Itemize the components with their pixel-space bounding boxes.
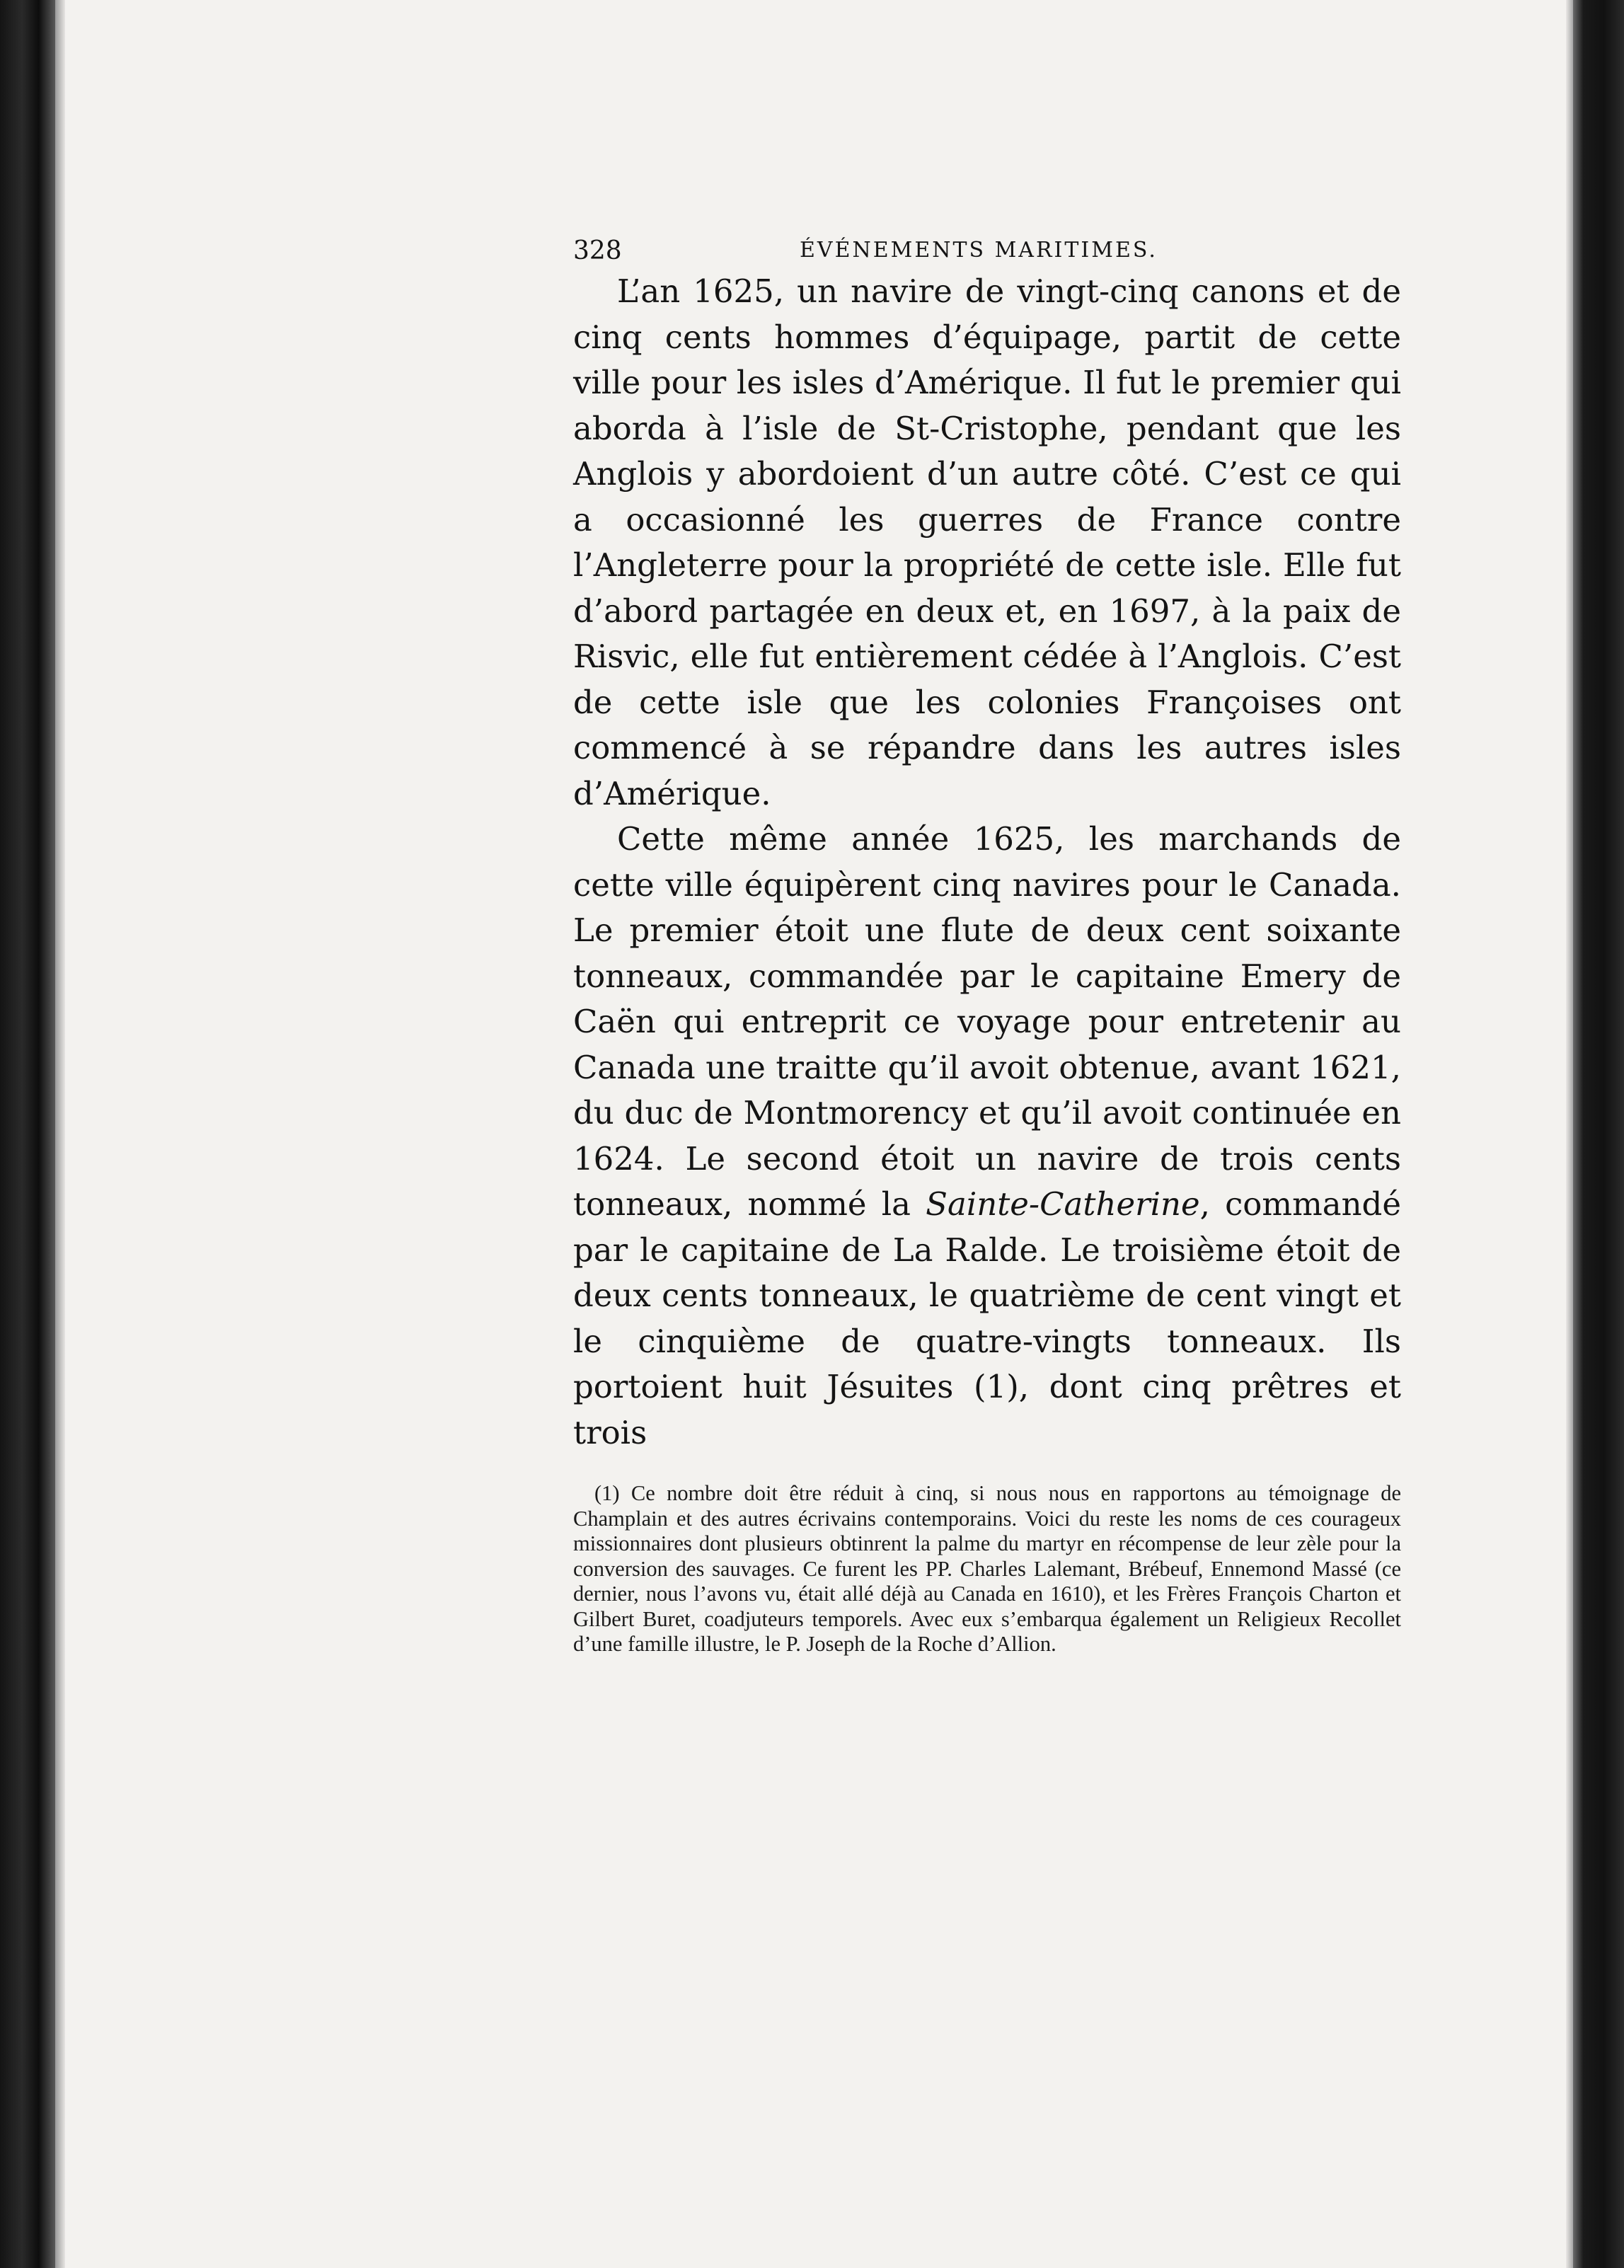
running-head-title: ÉVÉNEMENTS MARITIMES. [800,238,1158,263]
paragraph-2-text-start: Cette même année 1625, les marchands de cette ville équipèrent cinq navires pour le Canada. Le premier étoit une flute de deux cent soixante tonneaux, commandée par le capitaine Emery de Caën qui entreprit ce voyage pour entretenir au Canada une traitte qu’il avoit obtenue, avant 1621, du duc de Montmorency et qu’il avoit continuée en 1624. Le second étoit un navire de trois cents tonneaux, nommé la [573,820,1401,1223]
paragraph-2 [573,817,1401,1456]
page-number: 328 [573,236,622,265]
left-gutter-shadow [55,0,65,2268]
left-book-edge [0,0,55,2268]
body-text [573,269,1401,1456]
text-block [573,212,1401,1657]
ship-name-italic: Sainte-Catherine [926,1185,1200,1223]
right-book-edge [1573,0,1624,2268]
paragraph-1: L’an 1625, un navire de vingt-cinq canons et de cinq cents hommes d’équipage, partit de cette ville pour les isles d’Amérique. Il fut le premier qui aborda à l’isle de St-Cristophe, pendant que les Anglois y abordoient d’un autre côté. C’est ce qui a occasionné les guerres de France contre l’Angleterre pour la propriété de cette isle. Elle fut d’abord partagée en deux et, en 1697, à la paix de Risvic, elle fut entièrement cédée à l’Anglois. C’est de cette isle que les colonies Françoises ont commencé à se répandre dans les autres isles d’Amérique. [573,272,1401,812]
footnotes [573,1481,1401,1657]
footnote-1: (1) Ce nombre doit être réduit à cinq, si nous nous en rapportons au témoignage de Champlain et des autres écrivains contemporains. Voici du reste les noms de ces courageux missionnaires dont plusieurs obtinrent la palme du martyr en récompense de leur zèle pour la conversion des sauvages. Ce furent les PP. Charles Lalemant, Brébeuf, Ennemond Massé (ce dernier, nous l’avons vu, était allé déjà au Canada en 1610), et les Frères François Charton et Gilbert Buret, coadjuteurs temporels. Avec eux s’embarqua également un Religieux Recollet d’une famille illustre, le P. Joseph de la Roche d’Allion. [573,1481,1401,1656]
right-gutter-shadow [1566,0,1573,2268]
running-head [573,212,1401,269]
paragraph-2-text-end: , commandé par le capitaine de La Ralde. Le troisième étoit de deux cents tonneaux, le quatrième de cent vingt et le cinquième de quatre-vingts tonneaux. Ils portoient huit Jésuites (1), dont cinq prêtres et trois [573,1185,1401,1451]
